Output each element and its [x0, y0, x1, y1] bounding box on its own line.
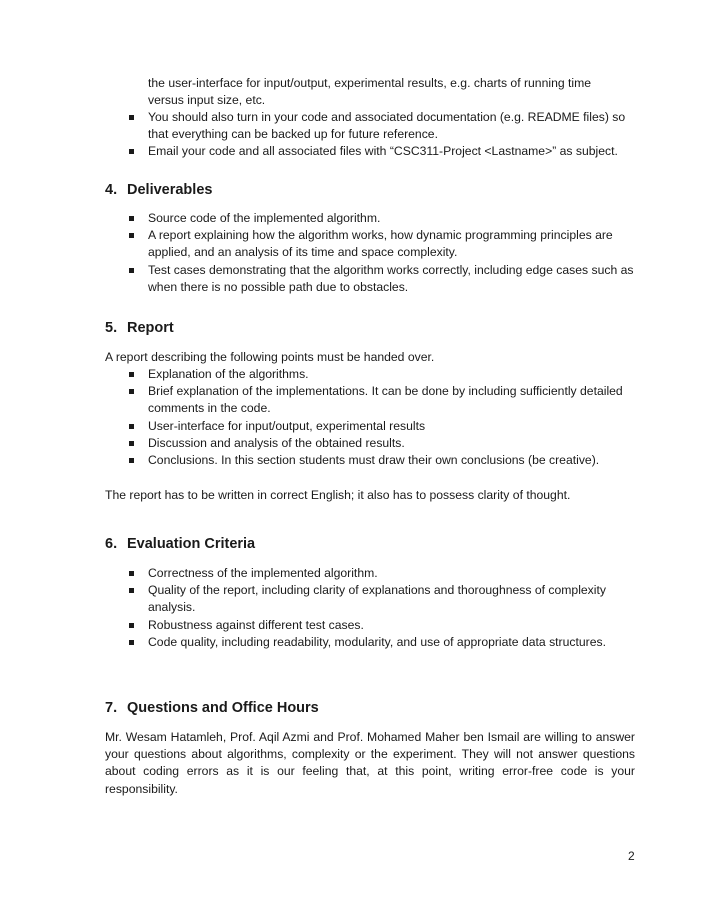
- list-item: Correctness of the implemented algorithm.: [127, 565, 642, 582]
- continuation-line: versus input size, etc.: [148, 93, 266, 108]
- deliverables-list: [127, 210, 642, 296]
- list-item: Test cases demonstrating that the algorithm works correctly, including edge cases such as when there is no possible path due to obstacles.: [127, 262, 642, 296]
- report-intro: A report describing the following points must be handed over.: [105, 350, 435, 364]
- continuation-line: the user-interface for input/output, experimental results, e.g. charts of running time: [148, 76, 592, 90]
- questions-body: Mr. Wesam Hatamleh, Prof. Aqil Azmi and Prof. Mohamed Maher ben Ismail are willing to answer your questions about algorithms, complexity or the experiment. They will not answer questions about coding errors as it is our feeling that, at this point, writing error-free code is your responsibility.: [105, 730, 635, 796]
- continuation-text: [148, 75, 648, 109]
- section-heading-questions: [105, 699, 319, 717]
- section-number: 5.: [105, 320, 118, 336]
- section-title: Report: [127, 320, 174, 336]
- section-title: Evaluation Criteria: [127, 536, 256, 552]
- intro-bullet-list: [127, 109, 642, 161]
- section-title: Deliverables: [127, 182, 213, 198]
- evaluation-list: [127, 565, 642, 651]
- report-list: [127, 366, 642, 469]
- section-heading-report: [105, 319, 174, 337]
- list-item: Brief explanation of the implementations. It can be done by including sufficiently detailed comments in the code.: [127, 383, 642, 417]
- list-item: Conclusions. In this section students must draw their own conclusions (be creative).: [127, 452, 642, 469]
- page-number: 2: [628, 849, 635, 863]
- section-number: 4.: [105, 182, 118, 198]
- section-number: 7.: [105, 700, 118, 716]
- list-item: Email your code and all associated files with “CSC311-Project <Lastname>” as subject.: [127, 143, 642, 160]
- list-item: You should also turn in your code and associated documentation (e.g. README files) so that everything can be backed up for future reference.: [127, 109, 642, 143]
- list-item: Quality of the report, including clarity of explanations and thoroughness of complexity analysis.: [127, 582, 642, 616]
- section-heading-deliverables: [105, 181, 212, 199]
- section-number: 6.: [105, 536, 118, 552]
- list-item: Robustness against different test cases.: [127, 617, 642, 634]
- list-item: Explanation of the algorithms.: [127, 366, 642, 383]
- list-item: Source code of the implemented algorithm.: [127, 210, 642, 227]
- section-heading-evaluation: [105, 535, 255, 553]
- report-closing: The report has to be written in correct English; it also has to possess clarity of thought.: [105, 488, 571, 502]
- list-item: User-interface for input/output, experimental results: [127, 418, 642, 435]
- list-item: Discussion and analysis of the obtained results.: [127, 435, 642, 452]
- list-item: A report explaining how the algorithm works, how dynamic programming principles are applied, and an analysis of its time and space complexity.: [127, 227, 642, 261]
- section-title: Questions and Office Hours: [127, 700, 319, 716]
- list-item: Code quality, including readability, modularity, and use of appropriate data structures.: [127, 634, 642, 651]
